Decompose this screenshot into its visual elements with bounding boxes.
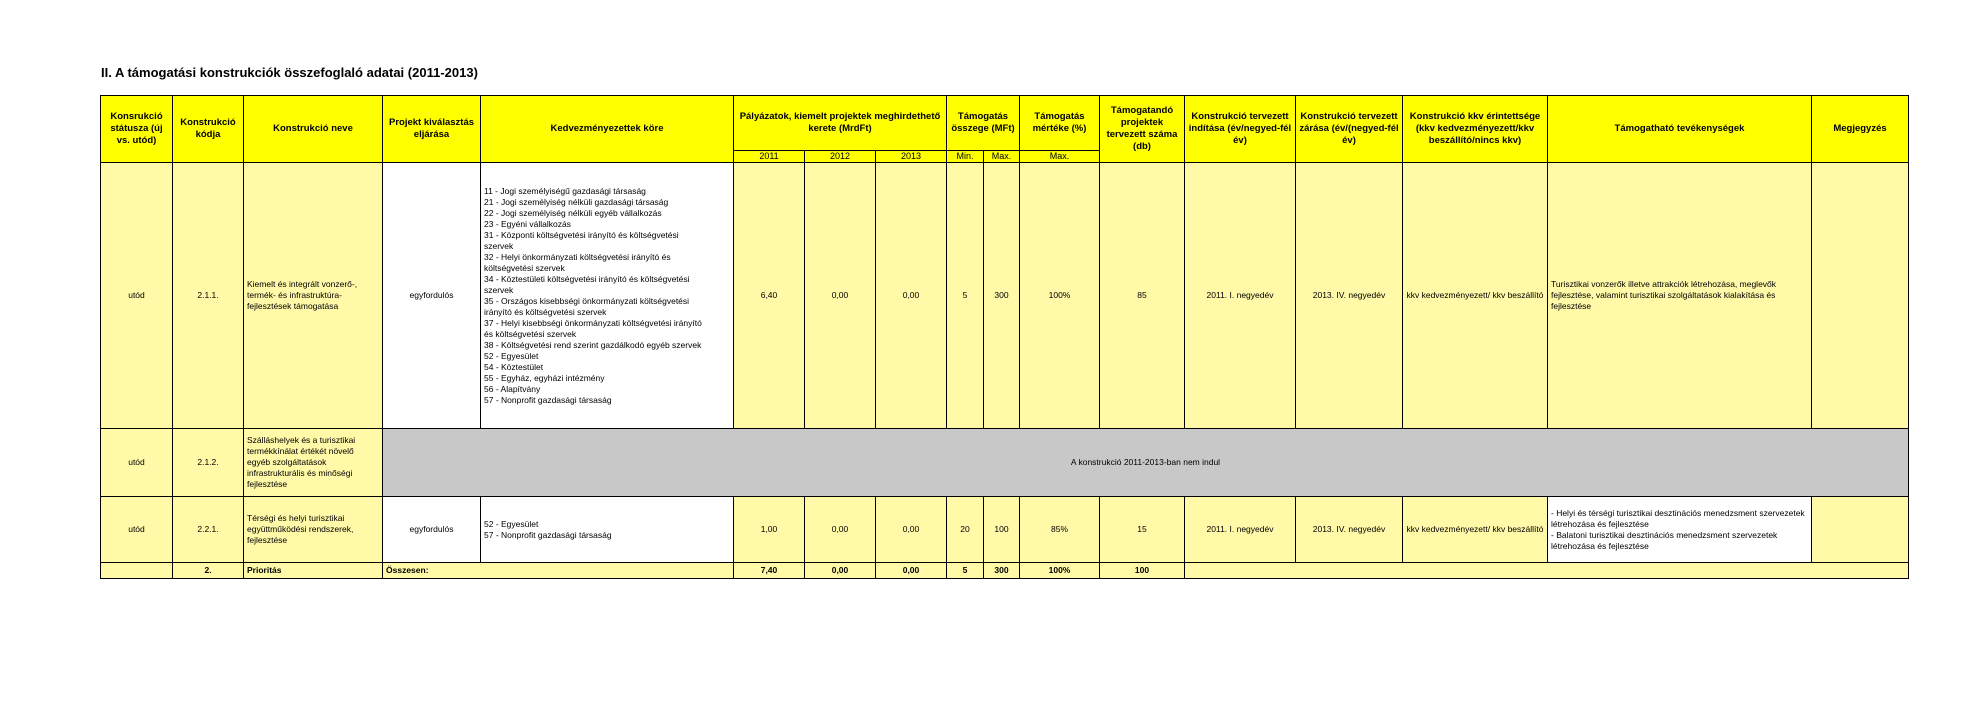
header-nev: Konstrukció neve — [244, 96, 383, 163]
subheader-2012: 2012 — [805, 151, 876, 163]
cell-2011: 6,40 — [734, 163, 805, 429]
header-tamogatas-mertek: Támogatás mértéke (%) — [1020, 96, 1100, 151]
header-kod: Konstrukció kódja — [173, 96, 244, 163]
cell-note: A konstrukció 2011-2013-ban nem indul — [383, 429, 1909, 497]
cell-2013: 0,00 — [876, 497, 947, 563]
list-item: 38 - Költségvetési rend szerint gazdálkodó egyéb szervek — [484, 339, 702, 350]
cell-kkv: kkv kedvezményezett/ kkv beszállító — [1403, 497, 1548, 563]
total-max: 300 — [984, 563, 1020, 579]
subheader-min: Min. — [947, 151, 984, 163]
header-statusz: Konsrukció státusza (új vs. utód) — [101, 96, 173, 163]
cell-projektek: 15 — [1100, 497, 1185, 563]
list-item: 22 - Jogi személyiség nélküli egyéb vállalkozás — [484, 207, 662, 218]
list-item: költségvetési szervek — [484, 262, 565, 273]
list-item: 32 - Helyi önkormányzati költségvetési irányító és — [484, 251, 671, 262]
header-row — [101, 96, 1909, 151]
total-2013: 0,00 — [876, 563, 947, 579]
list-item: 21 - Jogi személyiség nélküli gazdasági társaság — [484, 196, 669, 207]
cell-2013: 0,00 — [876, 163, 947, 429]
cell-tevekenysegek: Turisztikai vonzerők illetve attrakciók létrehozása, meglevők fejlesztése, valamint turisztikai szolgáltatások kialakítása és fejlesztése — [1548, 163, 1812, 429]
total-label: Összesen: — [383, 563, 734, 579]
cell-statusz: utód — [101, 429, 173, 497]
subheader-2013: 2013 — [876, 151, 947, 163]
total-nev: Prioritás — [244, 563, 383, 579]
cell-inditas: 2011. I. negyedév — [1185, 163, 1296, 429]
table-row — [101, 163, 1909, 429]
cell-kod: 2.2.1. — [173, 497, 244, 563]
subheader-2011: 2011 — [734, 151, 805, 163]
table-row — [101, 429, 1909, 497]
cell-megjegyzes — [1812, 497, 1909, 563]
cell-2012: 0,00 — [805, 163, 876, 429]
cell-kod: 2.1.1. — [173, 163, 244, 429]
cell-max: 100 — [984, 497, 1020, 563]
cell-2011: 1,00 — [734, 497, 805, 563]
list-item: irányító és költségvetési szervek — [484, 306, 607, 317]
header-kkv: Konstrukció kkv érintettsége (kkv kedvezményezett/kkv beszállító/nincs kkv) — [1403, 96, 1548, 163]
subheader-max: Max. — [984, 151, 1020, 163]
cell-nev: Szálláshelyek és a turisztikai termékkínálat értékét növelő egyéb szolgáltatások infrastrukturális és minőségi fejlesztése — [244, 429, 383, 497]
total-kod: 2. — [173, 563, 244, 579]
list-item: 23 - Egyéni vállalkozás — [484, 218, 571, 229]
list-item: és költségvetési szervek — [484, 328, 577, 339]
header-palyazat: Pályázatok, kiemelt projektek meghirdethető kerete (MrdFt) — [734, 96, 947, 151]
total-projektek: 100 — [1100, 563, 1185, 579]
list-item: - Helyi és térségi turisztikai desztinációs menedzsment szervezetek létrehozása és fejlesztése — [1551, 507, 1805, 529]
list-item: 34 - Köztestületi költségvetési irányító és költségvetési — [484, 273, 690, 284]
header-megjegyzes: Megjegyzés — [1812, 96, 1909, 163]
list-item: 55 - Egyház, egyházi intézmény — [484, 372, 605, 383]
cell-zaras: 2013. IV. negyedév — [1296, 497, 1403, 563]
cell-eljaras: egyfordulós — [383, 497, 481, 563]
cell-kedvezmenyezettek — [481, 497, 734, 563]
list-item: 35 - Országos kisebbségi önkormányzati költségvetési — [484, 295, 690, 306]
cell-tevekenysegek — [1548, 497, 1812, 563]
header-inditas: Konstrukció tervezett indítása (év/negyed-fél év) — [1185, 96, 1296, 163]
cell-kedvezmenyezettek — [481, 163, 734, 429]
subheader-max-pct: Max. — [1020, 151, 1100, 163]
cell-min: 5 — [947, 163, 984, 429]
list-item: 54 - Köztestület — [484, 361, 544, 372]
header-tamogatas-osszeg: Támogatás összege (MFt) — [947, 96, 1020, 151]
cell-2012: 0,00 — [805, 497, 876, 563]
cell-max: 300 — [984, 163, 1020, 429]
total-filler — [1185, 563, 1909, 579]
list-item: szervek — [484, 240, 514, 251]
cell-statusz: utód — [101, 497, 173, 563]
cell-nev: Kiemelt és integrált vonzerő-, termék- és infrastruktúra-fejlesztések támogatása — [244, 163, 383, 429]
header-kedvezmenyezett: Kedvezményezettek köre — [481, 96, 734, 163]
header-eljaras: Projekt kiválasztás eljárása — [383, 96, 481, 163]
list-item: 37 - Helyi kisebbségi önkormányzati költségvetési irányító — [484, 317, 702, 328]
list-item: 52 - Egyesület — [484, 518, 539, 529]
list-item: 52 - Egyesület — [484, 350, 539, 361]
summary-table — [100, 95, 1909, 579]
cell-mertek: 100% — [1020, 163, 1100, 429]
cell-inditas: 2011. I. negyedév — [1185, 497, 1296, 563]
cell-statusz: utód — [101, 163, 173, 429]
cell-kod: 2.1.2. — [173, 429, 244, 497]
list-item: 57 - Nonprofit gazdasági társaság — [484, 394, 612, 405]
total-2011: 7,40 — [734, 563, 805, 579]
cell-eljaras: egyfordulós — [383, 163, 481, 429]
cell-mertek: 85% — [1020, 497, 1100, 563]
header-tevekenysegek: Támogatható tevékenységek — [1548, 96, 1812, 163]
cell-nev: Térségi és helyi turisztikai együttműködési rendszerek, fejlesztése — [244, 497, 383, 563]
cell-zaras: 2013. IV. negyedév — [1296, 163, 1403, 429]
total-empty — [101, 563, 173, 579]
header-zaras: Konstrukció tervezett zárása (év/(negyed-fél év) — [1296, 96, 1403, 163]
list-item: 56 - Alapítvány — [484, 383, 541, 394]
cell-kkv: kkv kedvezményezett/ kkv beszállító — [1403, 163, 1548, 429]
page-title: II. A támogatási konstrukciók összefoglaló adatai (2011-2013) — [101, 65, 478, 80]
list-item: - Balatoni turisztikai desztinációs menedzsment szervezetek létrehozása és fejlesztése — [1551, 529, 1778, 551]
total-min: 5 — [947, 563, 984, 579]
total-2012: 0,00 — [805, 563, 876, 579]
table-row — [101, 497, 1909, 563]
total-mertek: 100% — [1020, 563, 1100, 579]
total-row — [101, 563, 1909, 579]
cell-megjegyzes — [1812, 163, 1909, 429]
list-item: 11 - Jogi személyiségű gazdasági társaság — [484, 185, 646, 196]
cell-min: 20 — [947, 497, 984, 563]
list-item: 31 - Központi költségvetési irányító és költségvetési — [484, 229, 679, 240]
cell-projektek: 85 — [1100, 163, 1185, 429]
list-item: 57 - Nonprofit gazdasági társaság — [484, 529, 612, 540]
list-item: szervek — [484, 284, 514, 295]
header-projektek: Támogatandó projektek tervezett száma (db) — [1100, 96, 1185, 163]
